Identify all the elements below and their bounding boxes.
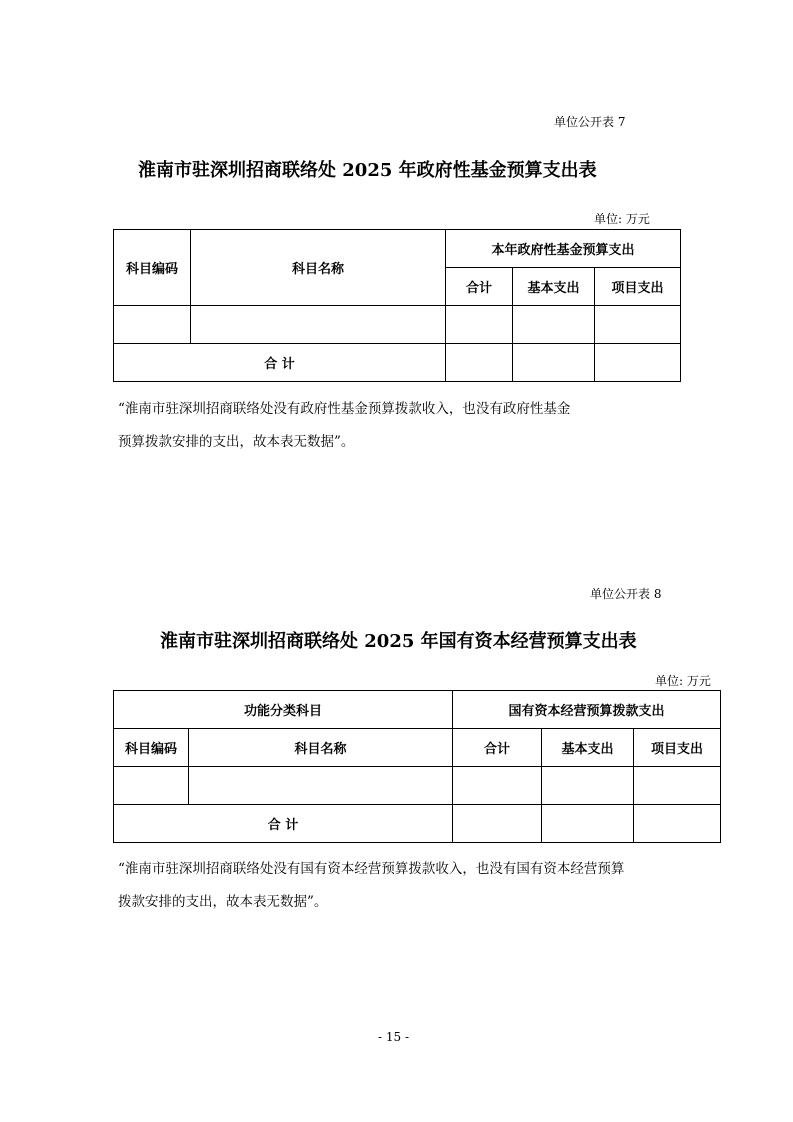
table7-note [118,393,698,459]
table8-header-group: 国有资本经营预算拨款支出 [453,691,721,729]
table8-header-total: 合计 [453,729,542,767]
page-number: - 15 - [378,1030,410,1044]
table-cell [446,306,513,344]
table8-unit: 单位: 万元 [655,674,711,688]
table7-tag: 单位公开表 7 [554,115,626,129]
table-cell [542,767,634,805]
table-cell [446,344,513,382]
table-cell [634,767,721,805]
table-cell [513,344,595,382]
table8-header-basic: 基本支出 [542,729,634,767]
table8-total-row [114,805,721,843]
table-cell [114,306,191,344]
table8 [113,690,721,843]
table7-header-name: 科目名称 [191,230,446,306]
table7-header-project: 项目支出 [595,268,681,306]
table7-total-row [114,344,681,382]
table8-header-code: 科目编码 [114,729,189,767]
table8-note [118,853,738,919]
table-cell [189,767,453,805]
table8-total-label: 合 计 [114,805,453,843]
table7-title: 淮南市驻深圳招商联络处 2025 年政府性基金预算支出表 [138,160,597,181]
table8-note-line2: 拨款安排的支出，故本表无数据”。 [118,894,328,910]
table8-tag: 单位公开表 8 [590,587,662,601]
table-cell [542,805,634,843]
table7 [113,229,681,382]
table-cell [453,767,542,805]
table-cell [453,805,542,843]
table7-header-group: 本年政府性基金预算支出 [446,230,681,268]
table8-header-name: 科目名称 [189,729,453,767]
table-cell [595,306,681,344]
table7-header-code: 科目编码 [114,230,191,306]
table8-title: 淮南市驻深圳招商联络处 2025 年国有资本经营预算支出表 [160,631,637,652]
table7-note-line1: “淮南市驻深圳招商联络处没有政府性基金预算拨款收入，也没有政府性基金 [118,401,571,417]
table8-header-func: 功能分类科目 [114,691,453,729]
table8-note-line1: “淮南市驻深圳招商联络处没有国有资本经营预算拨款收入，也没有国有资本经营预算 [118,861,625,877]
table8-header-project: 项目支出 [634,729,721,767]
table8-empty-row [114,767,721,805]
table-cell [114,767,189,805]
table-cell [595,344,681,382]
table7-empty-row [114,306,681,344]
table7-header-basic: 基本支出 [513,268,595,306]
table-cell [191,306,446,344]
table7-header-total: 合计 [446,268,513,306]
table7-note-line2: 预算拨款安排的支出，故本表无数据”。 [118,434,355,450]
table-cell [513,306,595,344]
table7-unit: 单位: 万元 [594,212,650,226]
table-cell [634,805,721,843]
table7-total-label: 合 计 [114,344,446,382]
